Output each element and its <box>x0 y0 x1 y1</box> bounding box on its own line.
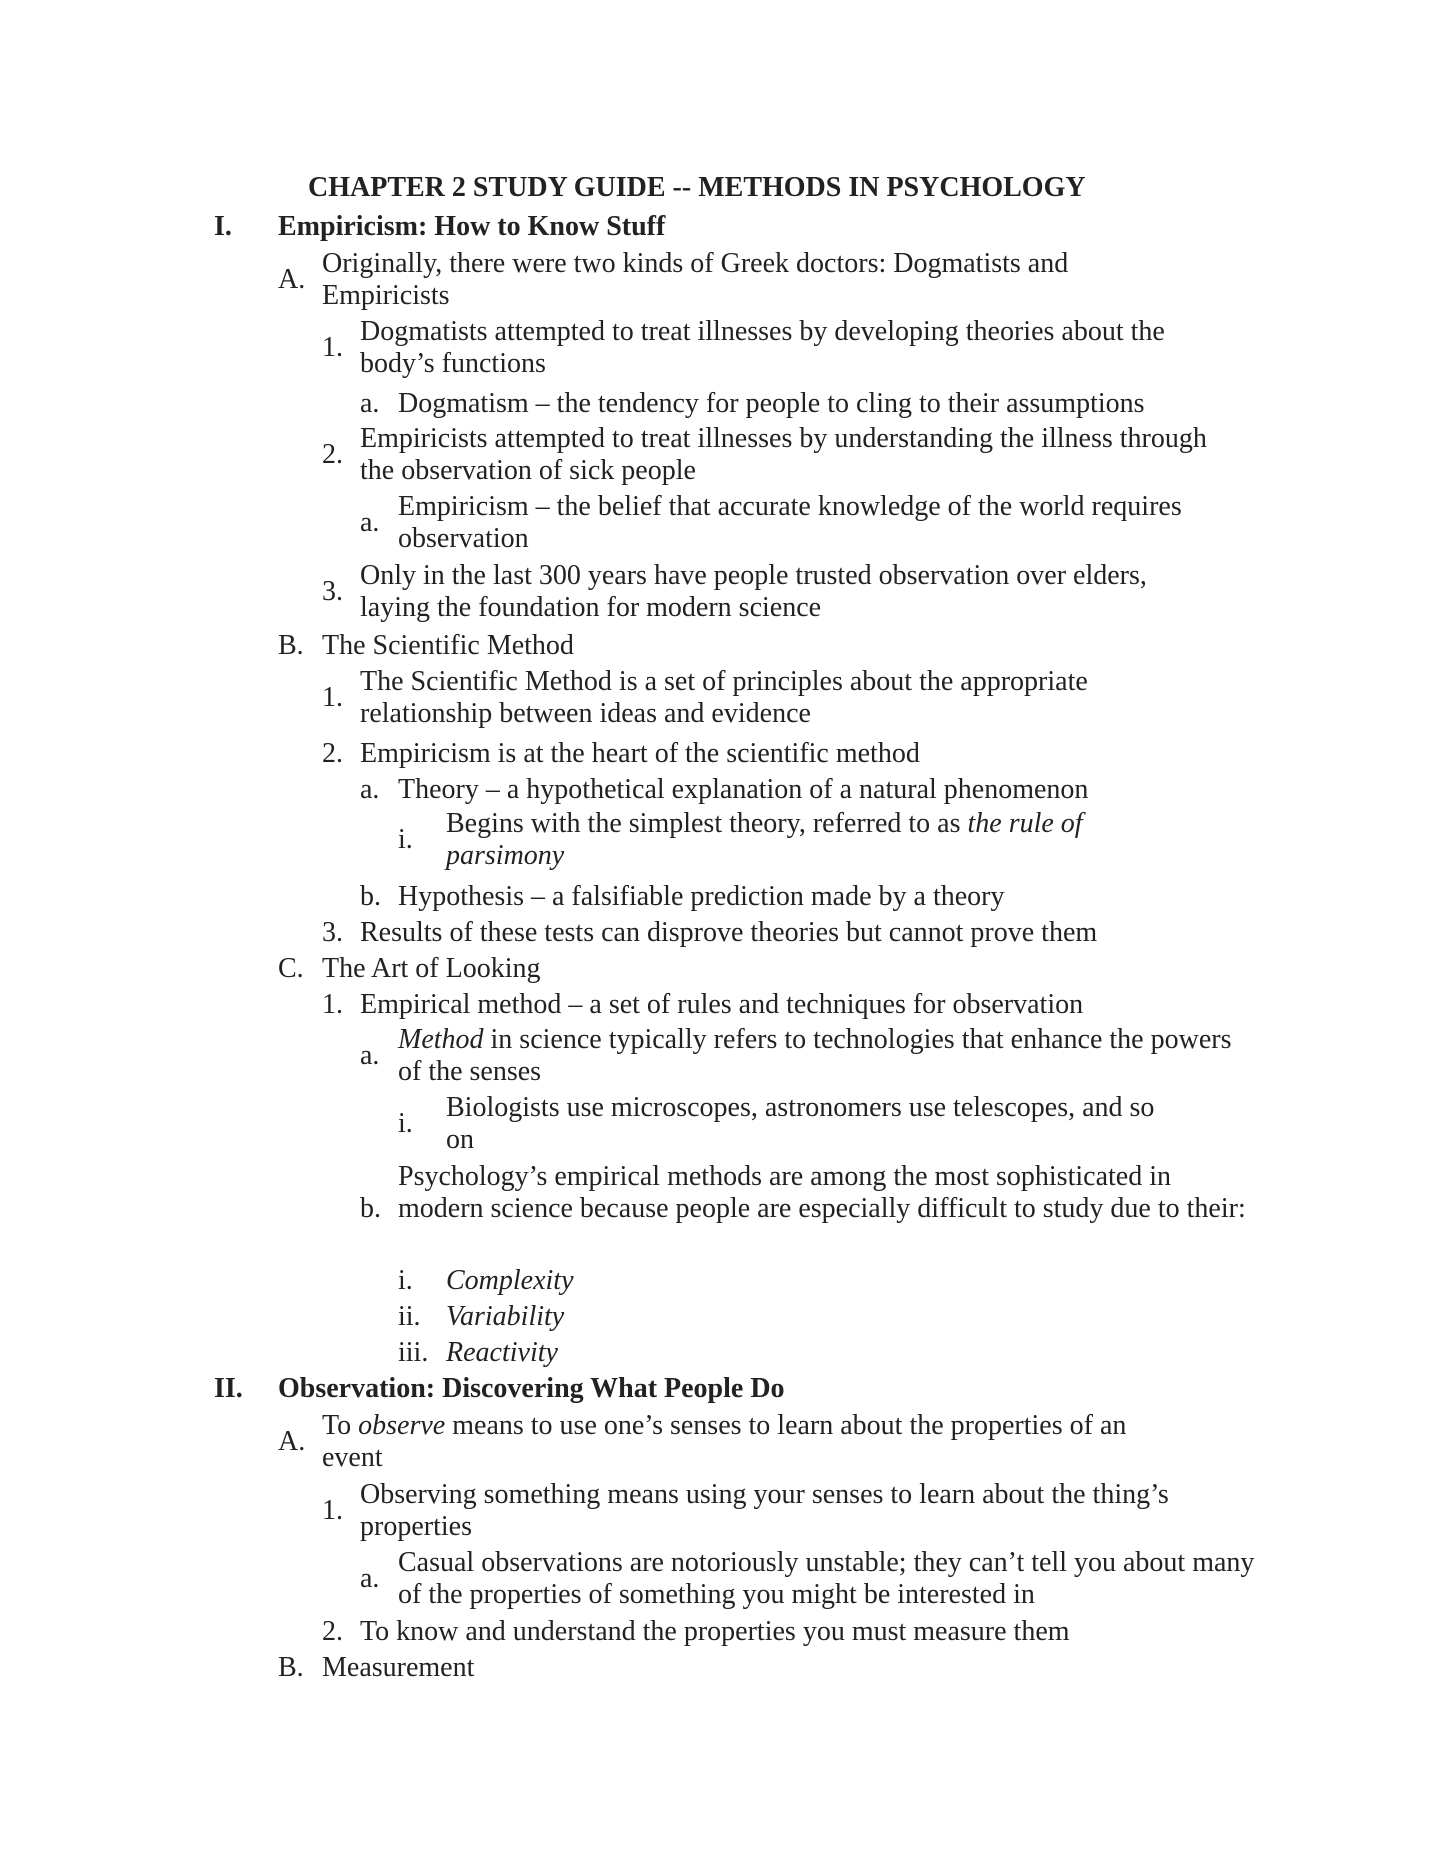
outline-marker: B. <box>278 630 304 661</box>
outline-item: Reactivity <box>446 1337 558 1368</box>
outline-item: Empiricism – the belief that accurate knowledge of the world requires observation <box>398 491 1182 554</box>
outline-marker: b. <box>360 881 381 912</box>
outline-item: Observing something means using your senses to learn about the thing’s properties <box>360 1479 1169 1542</box>
section-heading: Observation: Discovering What People Do <box>278 1373 785 1404</box>
outline-marker: 1. <box>322 682 343 713</box>
outline-item: The Scientific Method is a set of principles about the appropriate relationship between ideas and evidence <box>360 666 1088 729</box>
outline-item: Theory – a hypothetical explanation of a natural phenomenon <box>398 774 1089 805</box>
section-marker: I. <box>214 211 232 242</box>
outline-marker: a. <box>360 774 380 805</box>
outline-item: Empiricism is at the heart of the scientific method <box>360 738 920 769</box>
outline-item: Psychology’s empirical methods are among the most sophisticated in modern science because people are especially difficult to study due to their: <box>398 1161 1246 1224</box>
outline-item: The Scientific Method <box>322 630 574 661</box>
outline-item-text: Begins with the simplest theory, referred to as <box>446 808 968 839</box>
section-marker: II. <box>214 1373 243 1404</box>
outline-item: Dogmatists attempted to treat illnesses by developing theories about the body’s functions <box>360 316 1165 379</box>
outline-item: Empirical method – a set of rules and techniques for observation <box>360 989 1084 1020</box>
outline-marker: ii. <box>398 1301 421 1332</box>
outline-item: Complexity <box>446 1265 574 1296</box>
outline-marker: 3. <box>322 917 343 948</box>
outline-marker: i. <box>398 1108 413 1139</box>
outline-item-text: means to use one’s senses to learn about the properties of an event <box>322 1410 1127 1473</box>
outline-item: The Art of Looking <box>322 953 541 984</box>
outline-marker: iii. <box>398 1337 429 1368</box>
outline-item-emphasis: Method <box>398 1024 484 1055</box>
outline-marker: i. <box>398 1265 413 1296</box>
section-heading: Empiricism: How to Know Stuff <box>278 211 666 242</box>
outline-item-emphasis: observe <box>358 1410 446 1441</box>
outline-marker: a. <box>360 1040 380 1071</box>
outline-marker: A. <box>278 1426 306 1457</box>
outline-item-text: To <box>322 1410 359 1441</box>
outline-marker: C. <box>278 953 304 984</box>
outline-marker: i. <box>398 824 413 855</box>
outline-marker: a. <box>360 1563 380 1594</box>
outline-marker: A. <box>278 264 306 295</box>
outline-item: Variability <box>446 1301 565 1332</box>
outline-marker: 2. <box>322 738 343 769</box>
outline-item: Casual observations are notoriously unstable; they can’t tell you about many of the properties of something you might be interested in <box>398 1547 1255 1610</box>
outline-item-text: in science typically refers to technologies that enhance the powers of the senses <box>398 1024 1232 1087</box>
outline-item: Measurement <box>322 1652 475 1683</box>
outline-item <box>322 1410 1182 1474</box>
outline-item: Empiricists attempted to treat illnesses by understanding the illness through the observation of sick people <box>360 423 1207 486</box>
outline-marker: b. <box>360 1193 381 1224</box>
outline-marker: a. <box>360 507 380 538</box>
outline-marker: 1. <box>322 1495 343 1526</box>
outline-marker: B. <box>278 1652 304 1683</box>
outline-item <box>446 808 1126 872</box>
outline-item: Biologists use microscopes, astronomers use telescopes, and so on <box>446 1092 1155 1155</box>
outline-marker: 2. <box>322 1616 343 1647</box>
outline-marker: a. <box>360 388 380 419</box>
outline-item: Originally, there were two kinds of Greek doctors: Dogmatists and Empiricists <box>322 248 1069 311</box>
outline-marker: 1. <box>322 332 343 363</box>
outline-item: Hypothesis – a falsifiable prediction made by a theory <box>398 881 1005 912</box>
outline-item: Dogmatism – the tendency for people to cling to their assumptions <box>398 388 1145 419</box>
outline-item: Results of these tests can disprove theories but cannot prove them <box>360 917 1098 948</box>
page-title: CHAPTER 2 STUDY GUIDE -- METHODS IN PSYCHOLOGY <box>308 172 1086 203</box>
outline-item <box>398 1024 1258 1088</box>
outline-item: To know and understand the properties you must measure them <box>360 1616 1070 1647</box>
outline-item: Only in the last 300 years have people trusted observation over elders, laying the foundation for modern science <box>360 560 1147 623</box>
outline-marker: 3. <box>322 576 343 607</box>
outline-marker: 2. <box>322 439 343 470</box>
outline-marker: 1. <box>322 989 343 1020</box>
outline-item-emphasis: the rule of parsimony <box>446 808 1083 871</box>
